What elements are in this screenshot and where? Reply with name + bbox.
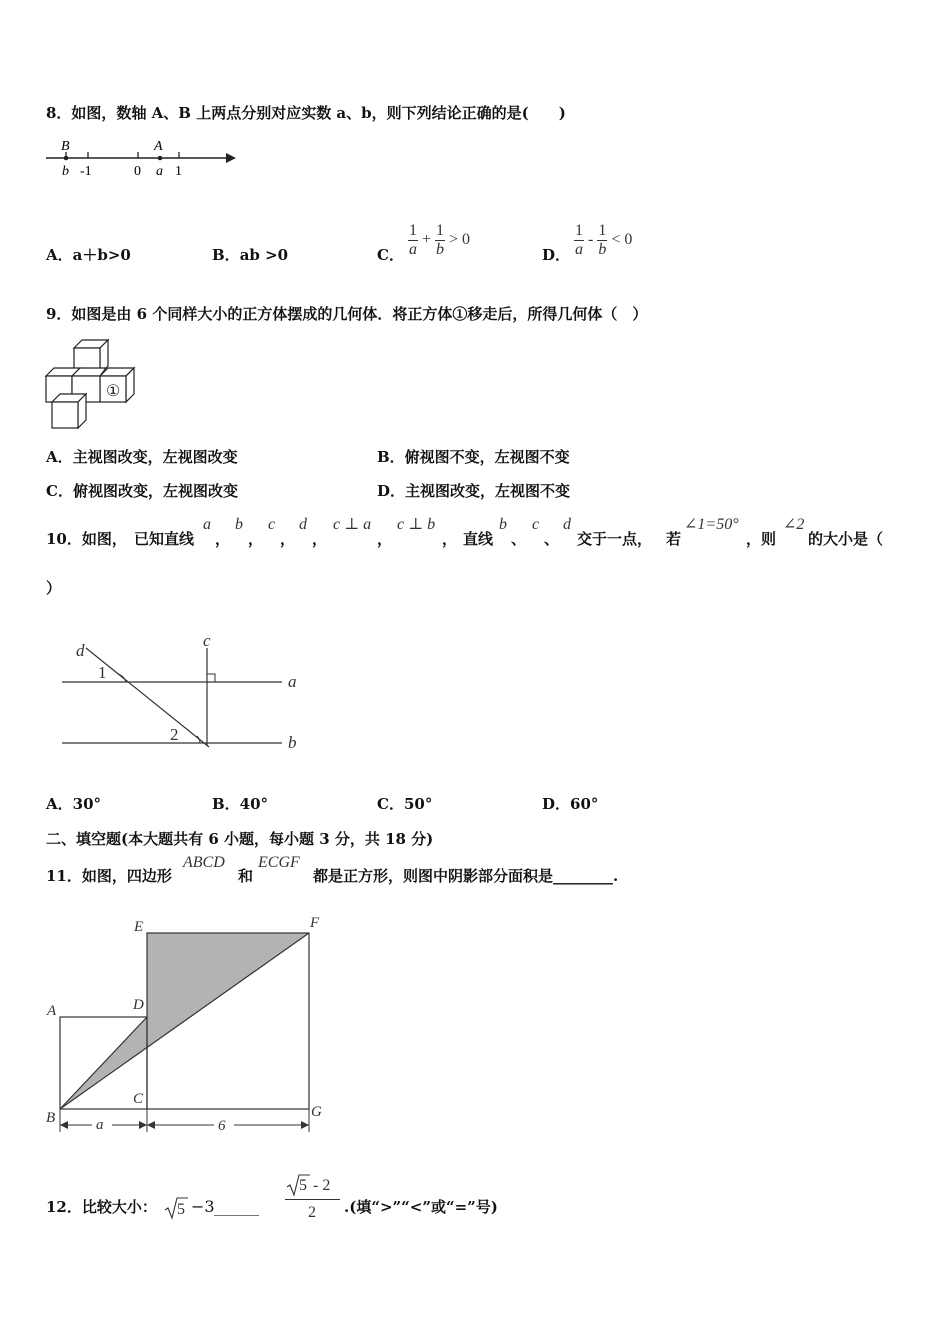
q10-option-c: C．50° — [377, 795, 433, 813]
q10-line-word: 直线 — [463, 530, 494, 548]
q11-fig-label-E: E — [134, 919, 144, 935]
q10-math-angle1: ∠1=50° — [684, 516, 739, 533]
q12-frac-num-arg: 5 — [299, 1177, 307, 1194]
q8-c-rel: > 0 — [449, 231, 471, 249]
q8-d-num1: 1 — [575, 222, 583, 239]
q8-d-den1: a — [575, 241, 583, 258]
q10-math-d2: d — [563, 516, 571, 533]
q10-option-d: D．60° — [542, 795, 599, 813]
q10-comma-3: ， — [280, 530, 296, 548]
nl-point-A: A — [154, 139, 163, 154]
q10-comma-1: ， — [215, 530, 231, 548]
q10-fig-label-2: 2 — [170, 725, 179, 744]
q9-stem: 9．如图是由 6 个同样大小的正方体摆成的几何体．将正方体①移走后，所得几何体（ ） — [46, 305, 648, 323]
q8-option-c-key: C． — [377, 246, 404, 264]
q10-math-d: d — [299, 516, 307, 533]
q10-then: ，则 — [746, 530, 777, 548]
q10-known: 已知直线 — [134, 530, 195, 548]
section-2-heading: 二、填空题(本大题共有 6 小题，每小题 3 分，共 18 分) — [46, 830, 434, 848]
q8-number-line — [44, 138, 244, 182]
q11-math-abcd: ABCD — [183, 854, 225, 871]
q10-comma-4: ， — [312, 530, 328, 548]
nl-label-b: b — [62, 164, 69, 179]
q10-fig-label-d: d — [76, 641, 85, 660]
q10-comma-2: ， — [248, 530, 264, 548]
q11-stem-prefix: 11．如图，四边形 — [46, 867, 172, 885]
q11-fig-label-F: F — [310, 915, 320, 931]
q10-if: 若 — [666, 530, 682, 548]
q10-sep-1: 、 — [511, 530, 527, 548]
q11-fig-label-A: A — [47, 1003, 57, 1019]
q8-d-rel: < 0 — [611, 231, 633, 249]
nl-label-0: 0 — [134, 164, 141, 179]
q8-c-num2: 1 — [436, 222, 445, 239]
q12-frac-bar — [285, 1199, 340, 1200]
q10-option-a: A．30° — [46, 795, 102, 813]
q10-fig-label-1: 1 — [98, 663, 107, 682]
q8-d-op: - — [588, 231, 594, 249]
q8-option-a — [46, 246, 131, 264]
q11-fig-label-B: B — [46, 1110, 56, 1126]
q10-math-b2: b — [499, 516, 507, 533]
q11-stem-suffix: 都是正方形，则图中阴影部分面积是________. — [313, 867, 619, 885]
q10-option-b: B．40° — [212, 795, 269, 813]
q8-option-d-expr — [574, 222, 632, 259]
q9-option-d: D．主视图改变，左视图不变 — [377, 482, 571, 500]
q11-fig-label-6: 6 — [218, 1118, 226, 1134]
q8-option-b — [212, 246, 288, 264]
q11-figure — [44, 912, 344, 1142]
q10-fig-label-b: b — [288, 733, 297, 752]
q12-frac-num-rest: - 2 — [313, 1177, 331, 1194]
q10-math-b: b — [235, 516, 243, 533]
q10-math-c-perp-b: c ⊥ b — [397, 516, 436, 533]
q11-math-ecgf: ECGF — [258, 854, 300, 871]
q11-fig-label-D: D — [133, 997, 144, 1013]
q10-intersect: 交于一点， — [577, 530, 653, 548]
q11-fig-label-a: a — [96, 1117, 104, 1133]
q8-c-op: + — [422, 231, 432, 249]
q10-math-angle2: ∠2 — [783, 516, 805, 533]
q9-option-a: A．主视图改变，左视图改变 — [46, 448, 238, 466]
q12-frac-den: 2 — [308, 1204, 316, 1221]
q10-sep-2: 、 — [544, 530, 560, 548]
q10-math-c2: c — [532, 516, 540, 533]
q11-fig-label-C: C — [133, 1091, 144, 1107]
nl-label-1: 1 — [175, 164, 182, 179]
q11-fig-label-G: G — [311, 1104, 322, 1120]
q8-stem: 8．如图，数轴 A、B 上两点分别对应实数 a、b，则下列结论正确的是( ) — [46, 104, 566, 122]
q12-stem-prefix: 12．比较大小： — [46, 1198, 157, 1216]
nl-label-a: a — [156, 164, 163, 179]
q8-c-den2: b — [436, 241, 445, 258]
q9-cube-label: ① — [106, 383, 121, 400]
q8-option-a-text: a＋b>0 — [72, 246, 131, 264]
q8-option-c-expr — [408, 222, 470, 259]
q9-cube-figure — [44, 336, 144, 432]
q10-math-a: a — [203, 516, 211, 533]
q8-option-d-key: D． — [542, 246, 571, 264]
q10-stem-prefix: 10．如图， — [46, 530, 127, 548]
q10-tail: 的大小是（ — [808, 530, 884, 548]
q8-option-b-text: ab >0 — [239, 246, 289, 264]
q10-comma-5: ， — [377, 530, 393, 548]
q8-d-den2: b — [598, 241, 607, 258]
q10-fig-label-c: c — [203, 631, 211, 650]
q10-figure — [60, 631, 310, 764]
q8-option-b-key: B． — [212, 246, 240, 264]
q9-option-c: C．俯视图改变，左视图改变 — [46, 482, 238, 500]
nl-label-neg1: -1 — [80, 164, 92, 179]
q10-comma-6: ， — [442, 530, 458, 548]
q9-option-b: B．俯视图不变，左视图不变 — [377, 448, 570, 466]
q8-c-den1: a — [409, 241, 417, 258]
q10-close-paren: ） — [46, 579, 62, 597]
q10-math-c: c — [268, 516, 276, 533]
q10-math-c-perp-a: c ⊥ a — [333, 516, 372, 533]
q8-d-num2: 1 — [598, 222, 607, 239]
nl-point-B: B — [61, 139, 70, 154]
q11-and: 和 — [238, 867, 254, 885]
q10-fig-label-a: a — [288, 672, 297, 691]
q8-option-a-key: A． — [46, 246, 73, 264]
q12-minus3: −3 — [191, 1197, 215, 1216]
q12-stem-suffix: .(填“>”“<”或“=”号) — [344, 1198, 498, 1216]
q8-c-num1: 1 — [409, 222, 417, 239]
q12-blank: ______ — [214, 1198, 259, 1216]
q12-sqrt5-arg: 5 — [177, 1201, 185, 1218]
